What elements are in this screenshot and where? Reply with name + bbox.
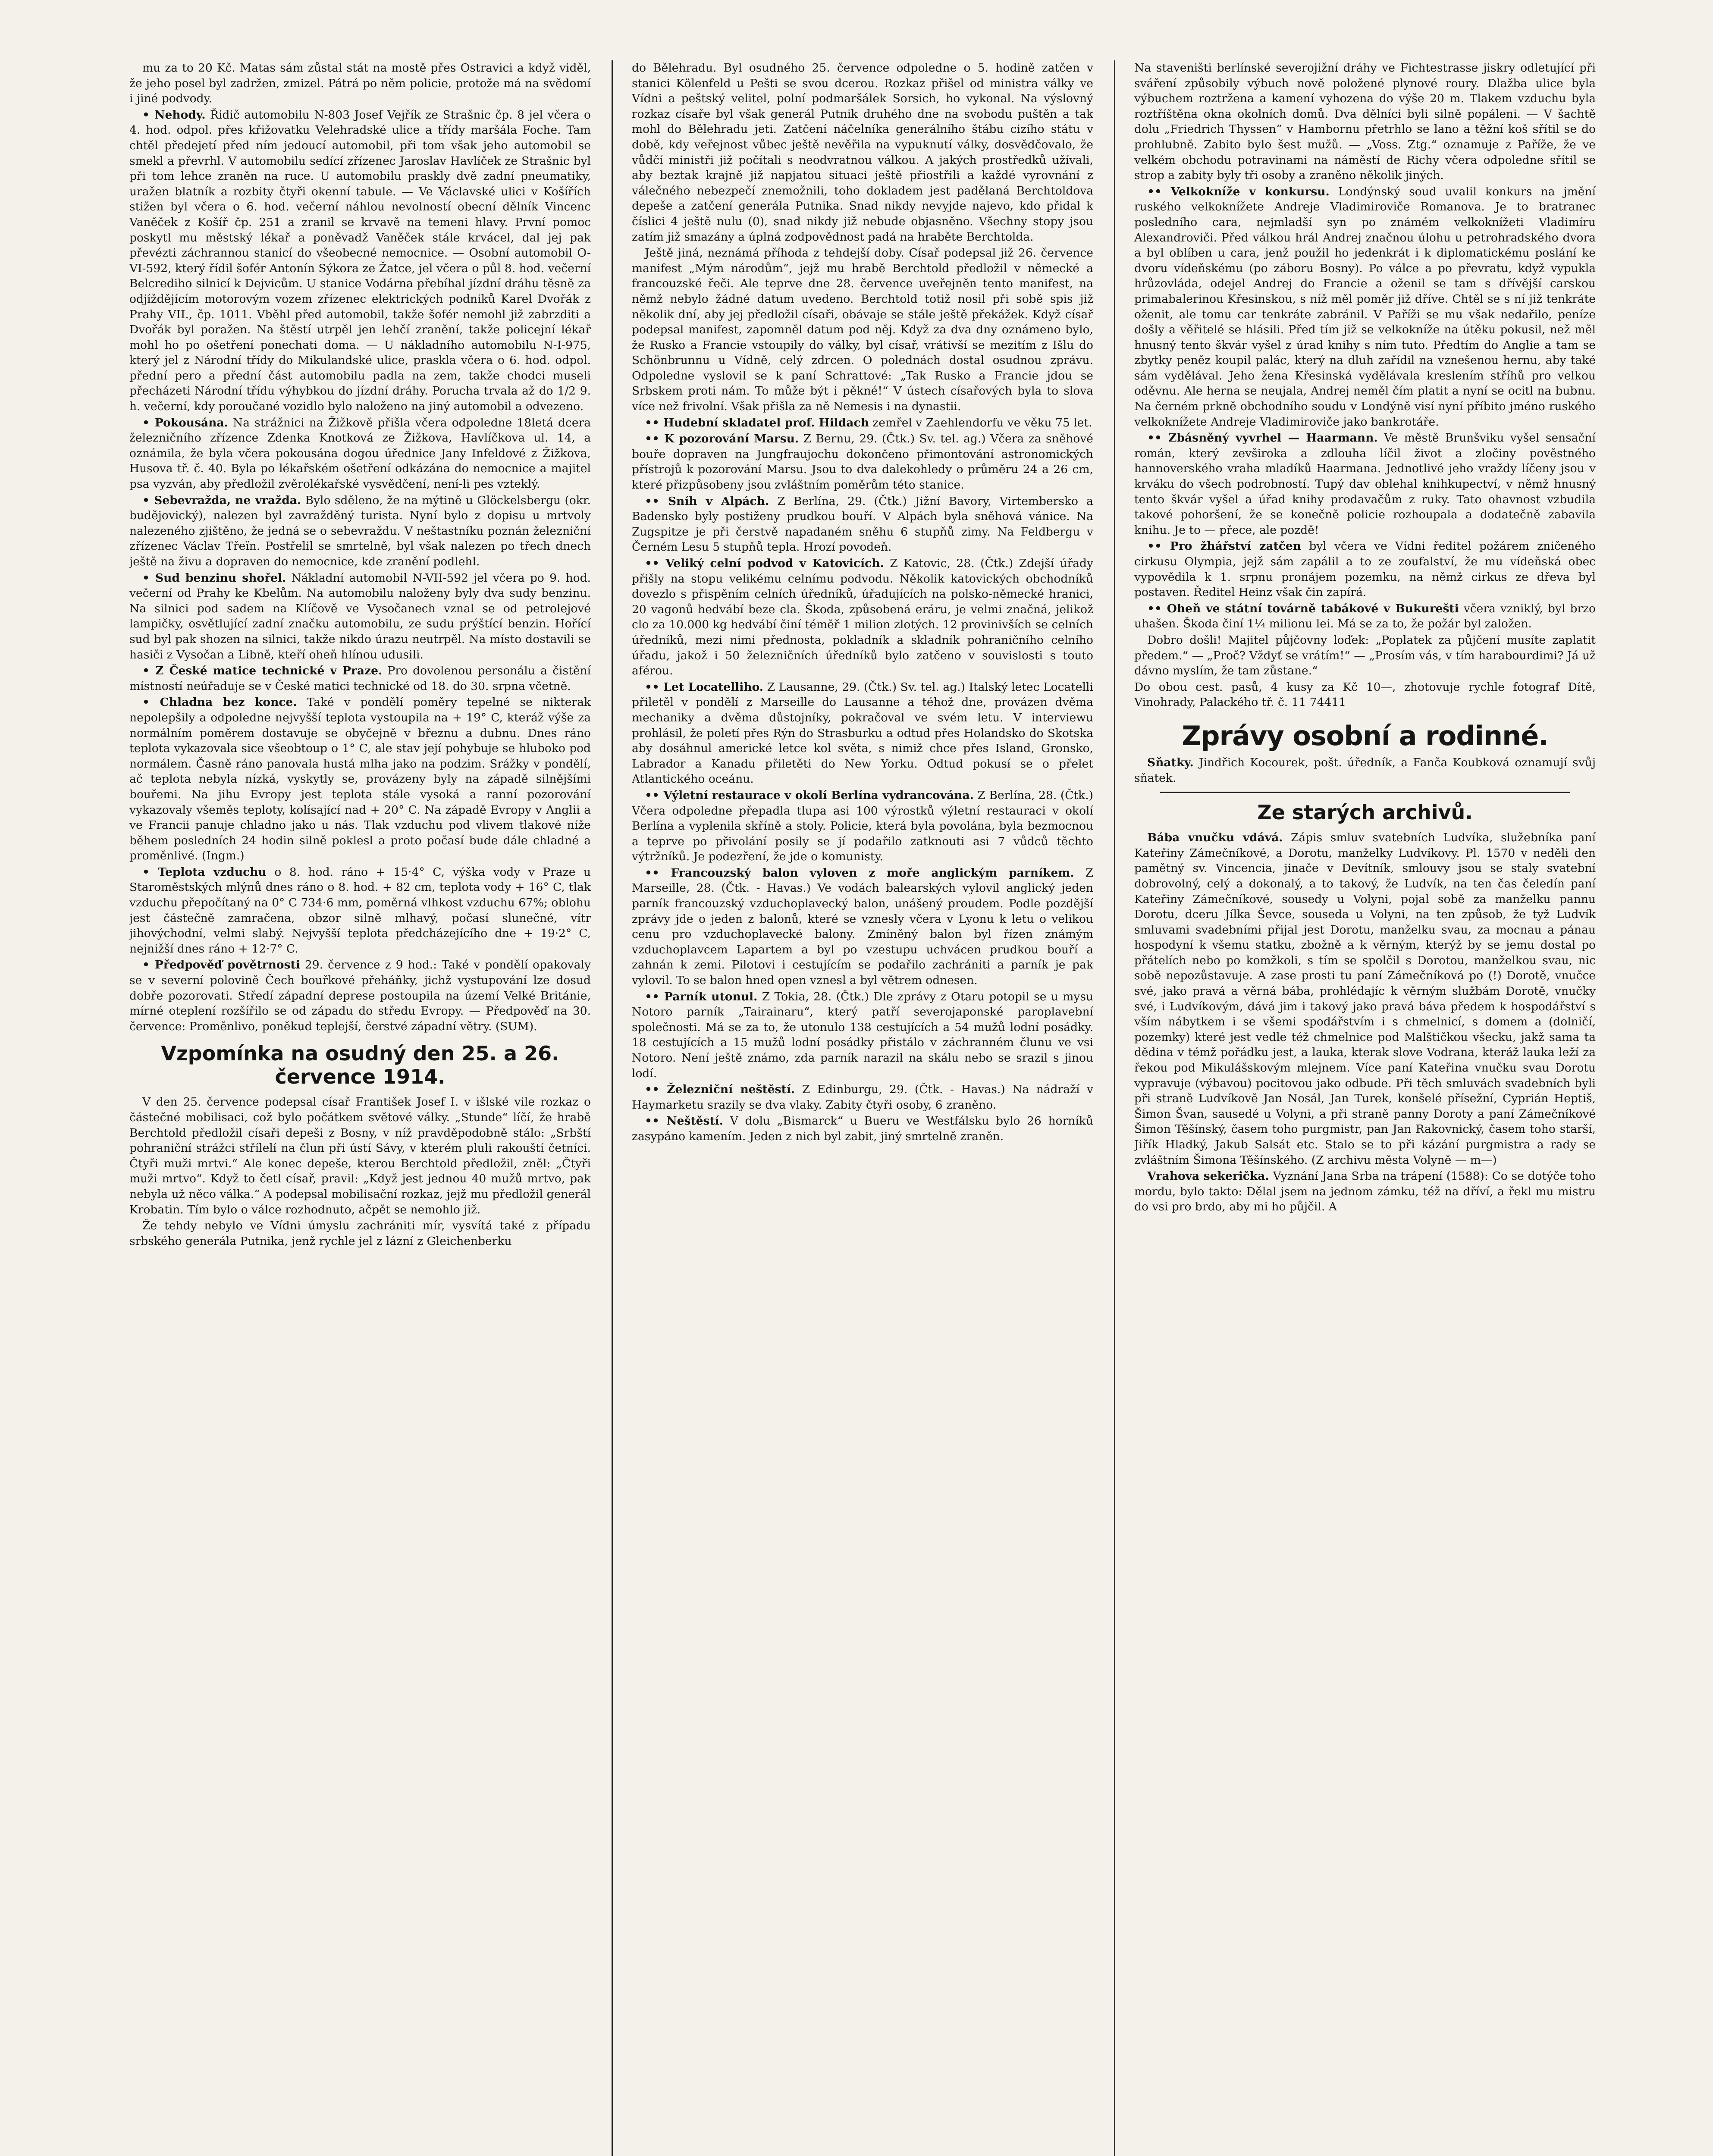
article-paragraph	[632, 245, 1093, 414]
article-text: Z Lausanne, 29. (Čtk.) Sv. tel. ag.) Italský letec Locatelli přiletěl v pondělí z Marseille do Lausanne a téhož dne, provázen dvěma mechaniky a dvěma důstojníky, pokračoval ve svém letu. V interviewu prohlásil, že poletí přes Rýn do Strasburku a odtud přes Holandsko do Skotska aby dosáhnul americké letce kol světa, s nimiž chce přes Island, Gronsko, Labrador a Kanadu přiletěti do New Yorku. Odtud pokusí se o přelet Atlantického oceánu.	[632, 680, 1093, 786]
article-paragraph	[1134, 601, 1596, 632]
article-text: 29. července z 9 hod.: Také v pondělí opakovaly se v severní polovině Čech bouřkové přeháňky, jichž vystupování lze dosud dobře pozorovati. Středí západní deprese postoupila na území Velké Británie, mírné oteplení rozšířilo se od západu do středu Evropy. — Předpověď na 30. července: Proměnlivo, poněkud teplejší, čerstvé západní větry. (SUM).	[129, 958, 591, 1033]
article-paragraph	[1134, 430, 1596, 538]
article-paragraph	[632, 788, 1093, 865]
column-divider	[612, 60, 613, 2156]
article-headline: Bába vnučku vdává.	[1147, 831, 1283, 845]
article-paragraph	[1134, 830, 1596, 1168]
article-headline: Vrahova sekerička.	[1147, 1169, 1269, 1183]
article-text: Dobro došli! Majitel půjčovny loďek: „Poplatek za půjčení musíte zaplatit předem.“ — „Proč? Vždyť se vrátím!“ — „Prosím vás, v tím harabourdimi? Já už dávno myslím, že tam zůstane.“	[1134, 633, 1596, 678]
article-headline: •• Neštěstí.	[645, 1114, 723, 1128]
article-headline: •• Veliký celní podvod v Katovicích.	[645, 557, 884, 570]
article-headline: •• Sníh v Alpách.	[645, 494, 769, 508]
column-3	[1134, 60, 1596, 2156]
article-headline: •• Parník utonul.	[645, 990, 758, 1003]
article-paragraph	[632, 60, 1093, 244]
article-headline: • Předpověď povětrnosti	[142, 958, 300, 972]
article-text: Vyznání Jana Srba na trápení (1588): Co se dotýče toho mordu, bylo takto: Dělal jsem na jednom zámku, též na dříví, a řekl mu mistru do vsi pro brdo, aby mi ho půjčil. A	[1134, 1169, 1596, 1214]
article-text: Řidič automobilu N-803 Josef Vejřík ze Strašnic čp. 8 jel včera o 4. hod. odpol. přes křižovatku Velehradské ulice a třídy maršála Foche. Tam chtěl předejetí před ním jedoucí automobil, při tom však jeho automobil se smekl a převrhl. V automobilu sedící zřízenec Jaroslav Havlíček ze Strašnic byl při tom lehce zraněn na ruce. U automobilu praskly dvě zadní pneumatiky, uražen blatník a rozbity čtyři okenní tabule. — Ve Václavské ulici v Košířích stižen byl včera o 6. hod. večerní náhlou nevolností obecní dělník Vincenc Vaněček z Košíř čp. 251 a zranil se krvavě na temeni hlavy. První pomoc poskytl mu městský lékař a poněvadž Vaněček stále krvácel, dal jej pak převézti záchrannou stanicí do všeobecné nemocnice. — Osobní automobil O-VI-592, který řídil šofér Antonín Sýkora ze Žatce, jel včera o půl 8. hod. večerní Belcrediho silnicí k Dejvicům. U stanice Vodárna přebíhal jízdní dráhu těsně za odjíždějícím motorovým vozem zřízenec elektrických podniků Karel Dvořák z Prahy VII., čp. 1011. Vběhl před automobil, takže šofér nemohl již zabrzditi a Dvořák byl poražen. Na štěstí utrpěl jen lehčí zranění, takže policejní lékař mohl ho po ošetření ponechati doma. — U nákladního automobilu N-I-975, který jel z Národní třídy do Mikulandské ulice, praskla včera o 6. hod. odpol. přední pero a přední část automobilu padla na zem, takže chodci museli přecházeti Národní třídu výhybkou do jízdní dráhy. Porucha trvala až do 1/2 9. h. večerní, kdy poroučané vozidlo bylo naloženo na jiný automobil a odvezeno.	[129, 108, 591, 414]
article-paragraph	[129, 695, 591, 864]
article-text: byl včera ve Vídni ředitel požárem zničeného cirkusu Olympia, jejž sám zapálil a to ze zoufalství, že mu vídeňská obec vypovědila k 1. srpnu pronájem pozemku, na němž cirkus ze dřeva byl postaven. Ředitel Heinz však čin zapírá.	[1134, 539, 1596, 599]
article-headline: •• Francouzský balon vyloven z moře anglickým parníkem.	[645, 866, 1074, 880]
article-headline: • Z České matice technické v Praze.	[142, 664, 383, 678]
article-paragraph	[632, 494, 1093, 555]
article-text: Z Katovic, 28. (Čtk.) Zdejší úřady přišly na stopu velikému celnímu podvodu. Několik katovických obchodníků dovezlo s přispěním celních úředníků, úřadujících na polsko-německé hranici, 20 vagonů hedvábí beze cla. Škoda, způsobená eráru, je velmi značná, jelikož clo za 10.000 kg hedvábí činí téměř 1 milion zlotých. 12 provinivších se celních úředníků, mezi nimi přednosta, pokladník a skladník pohraničního celního úřadu, jakož i 50 železničních úředníků bylo zatčeno v souvislosti s touto aférou.	[632, 557, 1093, 678]
column-2	[632, 60, 1093, 2156]
article-headline: •• Velkokníže v konkursu.	[1147, 185, 1330, 198]
article-text: Z Edinburgu, 29. (Čtk. - Havas.) Na nádraží v Haymarketu srazily se dva vlaky. Zabity čtyři osoby, 6 zraněno.	[632, 1083, 1093, 1112]
article-heading: Ze starých archivů.	[1257, 801, 1473, 824]
section-heading: Zprávy osobní a rodinné.	[1182, 720, 1548, 752]
article-paragraph	[129, 493, 591, 570]
article-paragraph	[632, 865, 1093, 988]
article-text: Na staveništi berlínské severojižní dráhy ve Fichtestrasse jiskry odletující při sváření způsobily výbuch nově položené plynové roury. Dlažba ulice byla výbuchem roztržena a kamení vyhozena do výše 20 m. Tlakem vzduchu byla roztříštěna okna okolních domů. Dva dělníci byli silně popáleni. — V šachtě dolu „Friedrich Thyssen“ v Hambornu přetrhlo se lano a těžní koš sřítil se do prohlubně. Zabito bylo šest mužů. — „Voss. Ztg.“ oznamuje z Paříže, že ve velkém obchodu potravinami na náměstí de Richy včera odpoledne sřítil se strop a zabity byly tři osoby a zraněno několik jiných.	[1134, 61, 1596, 182]
article-text: Z Berlína, 29. (Čtk.) Jižní Bavory, Virtembersko a Badensko byly postiženy prudkou bouří. V Alpách byla sněhová vánice. Na Zugspitze je při čerstvě napadaném sněhu 6 stupňů zimy. Na Feldbergu v Černém Lesu 5 stupňů tepla. Hrozí povodeň.	[632, 494, 1093, 554]
article-text: Nákladní automobil N-VII-592 jel včera po 9. hod. večerní od Prahy ke Kbelům. Na automobilu naloženy byly dva sudy benzinu. Na silnici pod sadem na Klíčově ve Vysočanech vznal se od petrolejové lampičky, osvětlující zadní značku automobilu, ze sudu prýštící benzin. Hořící sud byl pak shozen na silnici, takže nikdo úrazu neutrpěl. Na místo dostavili se hasiči z Vysočan a Libně, kteří oheň hlínou udusili.	[129, 571, 591, 661]
article-headline: • Sebevražda, ne vražda.	[142, 493, 301, 507]
article-text: Na strážnici na Žižkově přišla včera odpoledne 18letá dcera železničního zřízence Zdenka Knotková ze Žižkova, Havlíčkova ul. 14, a oznámila, že byla včera pokousána dogou úřednice Jany Infeldové z Žižkova, Husova tř. č. 40. Byla po lékařském ošetření odkázána do nemocnice a majitel psa vyzván, aby předložil zvěrolékařské vysvědčení, není-li pes vzteklý.	[129, 416, 591, 491]
article-text: Pro dovolenou personálu a čistění místností neúřaduje se v České matici technické od 18. do 30. srpna včetně.	[129, 664, 591, 693]
article-text: Ještě jiná, neznámá příhoda z tehdejší doby. Císař podepsal již 26. července manifest „Mým národům“, jejž mu hrabě Berchtold předložil v německé a francouzské řeči. Ale teprve dne 28. července uveřejněn tento manifest, na němž nebylo žádné datum uvedeno. Berchtold totiž nosil při sobě spis již několik dní, aby jej předložil císaři, obávaje se stále ještě překážek. Když císař podepsal manifest, zapomněl datum pod něj. Když za dva dny oznámeno bylo, že Rusko a Francie vstoupily do války, byl císař, vrátivší se mezitím z Išlu do Schönbrunnu u Vídně, celý zdrcen. O polednách dostal osudnou zprávu. Odpoledne vyslovil se k paní Schrattové: „Tak Rusko a Francie jdou se Srbskem proti nám. To může být i pěkné!“ V ústech císařových byla to slova více než frivolní. Však přišla za ně Nemesis i na dynastii.	[632, 246, 1093, 414]
column-1	[129, 60, 591, 2156]
article-paragraph	[1134, 1169, 1596, 1215]
article-text: mu za to 20 Kč. Matas sám zůstal stát na mostě přes Ostravici a když viděl, že jeho posel byl zadržen, zmizel. Pátrá po něm policie, protože má na svědomí i jiné podvody.	[129, 61, 591, 106]
article-headline: •• Pro žhářství zatčen	[1147, 539, 1302, 553]
article-paragraph	[129, 107, 591, 414]
article-headline: • Chladna bez konce.	[142, 696, 297, 709]
article-paragraph	[129, 957, 591, 1034]
article-text: Jindřich Kocourek, pošt. úředník, a Fanča Koubková oznamují svůj sňatek.	[1134, 755, 1596, 785]
article-paragraph	[1134, 755, 1596, 786]
article-headline: •• Zbásněný vyvrhel — Haarmann.	[1147, 431, 1378, 445]
article-headline: • Nehody.	[142, 108, 206, 122]
article-headline: •• Hudební skladatel prof. Hildach	[645, 416, 869, 429]
article-text: V den 25. července podepsal císař František Josef I. v išlské vile rozkaz o částečné mobilisaci, což bylo počátkem světové války. „Stunde“ líčí, že hrabě Berchtold předložil císaři depeši z Bosny, v níž pravděpodobně stálo: „Srbští pohraniční strážci střílelí na člun při ústí Sávy, v kterém pluli rakouští četníci. Čtyři muži mrtvi.“ Ale konec depeše, kterou Berchtold předložil, zněl: „Čtyři muži mrtvo“. Když to četl císař, pravil: „Když jest jednou 40 mužů mrtvo, pak nebyla už něco válka.“ A podepsal mobilisační rozkaz, jejž mu předložil generál Krobatin. Tím bylo o válce rozhodnuto, ačpět se nemohlo již.	[129, 1095, 591, 1216]
article-paragraph	[632, 989, 1093, 1081]
article-text: do Bělehradu. Byl osudného 25. července odpoledne o 5. hodině zatčen v stanici Kölenfeld u Pešti se svou dcerou. Rozkaz přišel od ministra války ve Vídni a peštský velitel, polní podmaršálek Sorsich, ho vykonal. Na výslovný rozkaz císaře byl však generál Putnik druhého dne na svobodu puštěn a tak mohl do Bělehradu jeti. Zatčení náčelníka generálního štábu cizího státu v době, kdy veřejnost vůbec ještě nevěřila na vypuknutí války, dosvědčovalo, že vůdčí ministři již počítali s neodvratnou válkou. A jakých prostředků užívali, aby beztak krajně již napjatou situaci ještě přiostřili a každé vyrovnání z válečného nebezpečí znemožnili, toho dokladem jest padělaná Berchtoldova depeše a zatčení generála Putnika. Snad nikdy nevyjde najevo, kdo přidal k číslici 4 ještě nulu (0), snad nikdy již nebude objasněno. Všechny stopy jsou zatím již smazány a úplná zodpovědnost padá na hraběte Berchtolda.	[632, 61, 1093, 244]
article-paragraph	[1134, 60, 1596, 183]
article-headline: •• Výletní restaurace v okolí Berlína vydrancována.	[645, 788, 974, 802]
article-paragraph	[632, 415, 1093, 431]
article-paragraph	[632, 431, 1093, 492]
article-headline: •• Oheň ve státní továrně tabákové v Bukurešti	[1147, 602, 1459, 615]
article-heading: Vzpomínka na osudný den 25. a 26. července 1914.	[161, 1042, 559, 1089]
article-text: o 8. hod. ráno + 15·4° C, výška vody v Praze u Staroměstských mlýnů dnes ráno o 8. hod. + 82 cm, teplota vody + 16° C, tlak vzduchu přepočítaný na 0° C 734·6 mm, poměrná vlhkost vzduchu 67%; oblohu jest částečně zamračena, obzor silně mlhavý, počasí slunečné, vítr jihovýchodní, velmi slabý. Nejvyšší teplota předcházejícího dne + 19·2° C, nejnižší dnes ráno + 12·7° C.	[129, 865, 591, 956]
article-paragraph	[129, 415, 591, 492]
article-paragraph	[1134, 184, 1596, 430]
article-headline: •• Let Locatelliho.	[645, 680, 763, 694]
article-text: V dolu „Bismarck“ u Bueru ve Westfálsku bylo 26 horníků zasypáno kamením. Jeden z nich byl zabit, jiný smrtelně zraněn.	[632, 1114, 1093, 1143]
article-text: včera vzniklý, byl brzo uhašen. Škoda činí 1¼ milionu lei. Má se za to, že požár byl založen.	[1134, 602, 1596, 631]
article-text: Z Berlína, 28. (Čtk.) Včera odpoledne přepadla tlupa asi 100 výrostků výletní restauraci v okolí Berlína a vyplenila skříně a stoly. Policie, která byla povolána, byla bezmocnou a teprve po přivolání posily se jí podařilo zatknouti asi 7 vůdců těchto výtržníků. Je podezření, že jde o komunisty.	[632, 788, 1093, 864]
article-text: Že tehdy nebylo ve Vídni úmyslu zachrániti mír, vysvítá také z případu srbského generála Putnika, jenž rychle jel z lázní z Gleichenberku	[129, 1219, 591, 1248]
article-text: Ve městě Brunšviku vyšel sensační román, který zevširoka a zdlouha líčil život a zločiny pověstného hannoverského vraha mladíků Haarmana. Jednotlivé jeho vraždy líčeny jsou v krváku do všech podrobností. Tupý dav oblehal knihkupectví, v němž hnusný tento škvár vyšel a úřad knihy prodavačům z ruky. Tato ohavnost vzbudila takové pohoršení, že se konečně policie rozhoupala a dodatečně zabavila knihu. Je to — přece, ale pozdě!	[1134, 431, 1596, 537]
column-divider	[1114, 60, 1115, 2156]
article-paragraph	[129, 663, 591, 694]
article-headline: Sňatky.	[1147, 755, 1194, 769]
article-paragraph	[632, 1082, 1093, 1112]
article-text: Také v pondělí poměry tepelné se nikterak nepolepšily a odpoledne nejvyšší teplota vystoupila na + 19° C, kteráž výše za normálním poměrem dostavuje se obyčejně v březnu a dubnu. Dnes ráno teplota vykazovala sice všeobtoup o 1° C, ale stav její pohybuje se hluboko pod normálem. Časně ráno panovala hustá mlha jako na podzim. Srážky v pondělí, ač teplota nebyla nízká, vyskytly se, provázeny byly na západě silnějšími bouřemi. Na jihu Evropy jest teplota stále vysoká a ranní pozorování vykazovaly všeměs teploty, kolísající nad + 20° C. Na západě Evropy v Anglii a ve Francii panuje chladno jako u nás. Tlak vzduchu pod vlivem tlakové níže během posledních 24 hodin silně poklesl a proto počasí bude dále chladné a proměnlivé. (Ingm.)	[129, 696, 591, 863]
article-paragraph	[632, 680, 1093, 787]
article-paragraph	[129, 1218, 591, 1249]
article-text: Do obou cest. pasů, 4 kusy za Kč 10—, zhotovuje rychle fotograf Dítě, Vinohrady, Palackého tř. č. 11 74411	[1134, 680, 1596, 709]
section-rule	[1160, 792, 1570, 793]
article-text: Z Bernu, 29. (Čtk.) Sv. tel. ag.) Včera za sněhové bouře dopraven na Jungfraujochu dokončeno přimontování astronomických přístrojů k pozorování Marsu. Jsou to dva dalekohledy o průměru 24 a 26 cm, které přizpůsobeny jsou zvláštním poměrům této stanice.	[632, 432, 1093, 492]
article-text: Bylo sděleno, že na mýtině u Glöckelsbergu (okr. budějovický), nalezen byl zavražděný turista. Nyní bylo z dopisu u mrtvoly nalezeného zjištěno, že jedná se o sebevraždu. V neštastníku poznán železniční zřízenec Václav Třeïn. Postřelil se smrtelně, byl však nalezen po třech dnech ještě na živu a dopraven do nemocnice, kde zranění podlehl.	[129, 493, 591, 568]
newspaper-page	[129, 60, 1596, 2156]
article-text: Z Marseille, 28. (Čtk. - Havas.) Ve vodách balearských vylovil anglický jeden parník francouzský vzduchoplavecký balon, unášený proudem. Podle pozdější zprávy jde o jeden z balonů, které se vznesly včera v Lyonu k letu o velikou cenu pro vzduchoplavecké balony. Zmíněný balon byl řízen známým vzduchoplavcem Lapartem a byl po vzestupu uchvácen prudkou bouří a zahnán k zemi. Pilotovi i cestujícím se podařilo zachrániti a parník je pak vylovil. To se balon hned open vznesl a byl větrem odnesen.	[632, 866, 1093, 987]
article-paragraph	[129, 1094, 591, 1217]
article-headline: • Teplota vzduchu	[142, 865, 267, 879]
article-paragraph	[1134, 633, 1596, 679]
article-paragraph	[632, 556, 1093, 679]
article-headline: • Pokousána.	[142, 416, 228, 429]
article-text: zemřel v Zaehlendorfu ve věku 75 let.	[872, 416, 1092, 429]
article-paragraph	[129, 60, 591, 107]
article-headline: • Sud benzinu shořel.	[142, 571, 286, 585]
article-headline: •• K pozorování Marsu.	[645, 432, 799, 446]
article-text: Zápis smluv svatebních Ludvíka, služebníka paní Kateřiny Zámečníkové, a Dorotu, manželky Ludvíkovy. Pl. 1570 v neděli den pamětný sv. Vincencia, jinače v Devítník, smlouvy jsou se staly svatební dobrovolný, celý a dokonalý, a to takový, že Ludvík, na ten čas čeledín paní Kateřiny Zámečníkové, sousedy u Volyni, pojal sobě za manželku pannu Dorotu, dceru Jílka Ševce, souseda u Volyni, na ten způsob, že tyž Ludvík smluvami svadebními přijal jest Dorotu, manželku svau, za mocnau a pánau hospodyní k všemu statku, zbožně a k věrným, kterýž by se jemu dostal po přátelích nebo po komžkoli, s tím se spolčil s Dorotou, manželkou svau, nic sobě nepozůstavuje. A zase prosti tu paní Zámečníková po (!) Dorotě, vnučce své, jako pravá a věrná bába, prohlédajíc k věrným službám Dorotě, vnučky své, i Ludvíkovým, dává jim i takový jako pravá báva předem k hospodářství s vším nábytkem i se všemi spodářstvím i s chmelnicí, s domem a (dolničí, pozemky) které jest vedle též chmelnice pod Malštičkou všecku, jakž sama ta dědina v témž pořádku jest, a lauka, kterak slove Vodrana, kteráž lauka leží za řekou pod Mikulášskovým mlejnem. Více paní Kateřina vnučku svau Dorotu vypravuje (výbavou) pocitovou jako odbude. Při těch smluvách svadebních byli při straně Ludvíkově Jan Nosál, Jan Turek, konšelé přísežní, Cyprián Heptiš, Šimon Švan, sausedé u Volyni, a při straně panny Doroty a paní Zámečníkové Šimon Těšínský, časem toho purgmistr, pan Jan Rakovnický, časem toho starší, Jiřík Hladký, Jakub Salsát etc. Stalo se to při kázání purgmistra a rady se zvláštním Šimona Těšínského. (Z archivu města Volyně — m—)	[1134, 831, 1596, 1167]
article-headline: •• Železniční neštěstí.	[645, 1083, 795, 1097]
article-text: Londýnský soud uvalil konkurs na jmění ruského velkoknížete Andreje Vladimiroviče Romanova. Je to bratranec posledního cara, nejmladší syn po známém velkoknížeti Vladimíru Alexandroviči. Před válkou hrál Andrej značnou úlohu u petrohradského dvora a byl oblíben u cara, jenž použil ho jedenkrát i k diplomatickému poslání ke dvoru vídeňskému (po záboru Bosny). Po válce a po převratu, když vypukla hrůzovláda, odejel Andrej do Francie a oženil se tam s dřívější carskou primabalerinou Křesinskou, s níž měl poměr již dříve. Chtěl se s ní již tenkráte oženit, ale tomu car tenkráte zabránil. V Paříži se mu však nedařilo, peníze došly a věřitelé se hlásili. Před tím již se velkokníže na útěku pokusil, než měl hnusný tento škvár vyšel z úrad knihy s ním tuto. Předtím do Anglie a tam se zbytky peněz koupil palác, který na dluh zařídil na vznešenou hernu, aby také sám vydělával. Jeho žena Křesinská vydělávala kreslením stříhů pro velkou oděvnu. Ale herna se neujala, Andrej neměl čím platit a nyní se ocitl na bubnu. Na černém prkně obchodního soudu v Londýně visí nyní příbito jméno ruského velkoknížete Andreje Vladimiroviče jako bankrotáře.	[1134, 185, 1596, 429]
article-paragraph	[129, 570, 591, 663]
article-paragraph	[1134, 680, 1596, 710]
article-paragraph	[632, 1113, 1093, 1144]
article-paragraph	[1134, 539, 1596, 600]
article-text: Z Tokia, 28. (Čtk.) Dle zprávy z Otaru potopil se u mysu Notoro parník „Tairainaru“, který patří severojaponské paroplavební společnosti. Má se za to, že utonulo 138 cestujících a 54 mužů lodní posádky. 18 cestujících a 15 mužů lodní posádky přistálo v záchranném člunu ve vsi Notoro. Není ještě známo, zda parník narazil na skálu nebo se srazil s jinou lodí.	[632, 990, 1093, 1080]
article-paragraph	[129, 865, 591, 957]
